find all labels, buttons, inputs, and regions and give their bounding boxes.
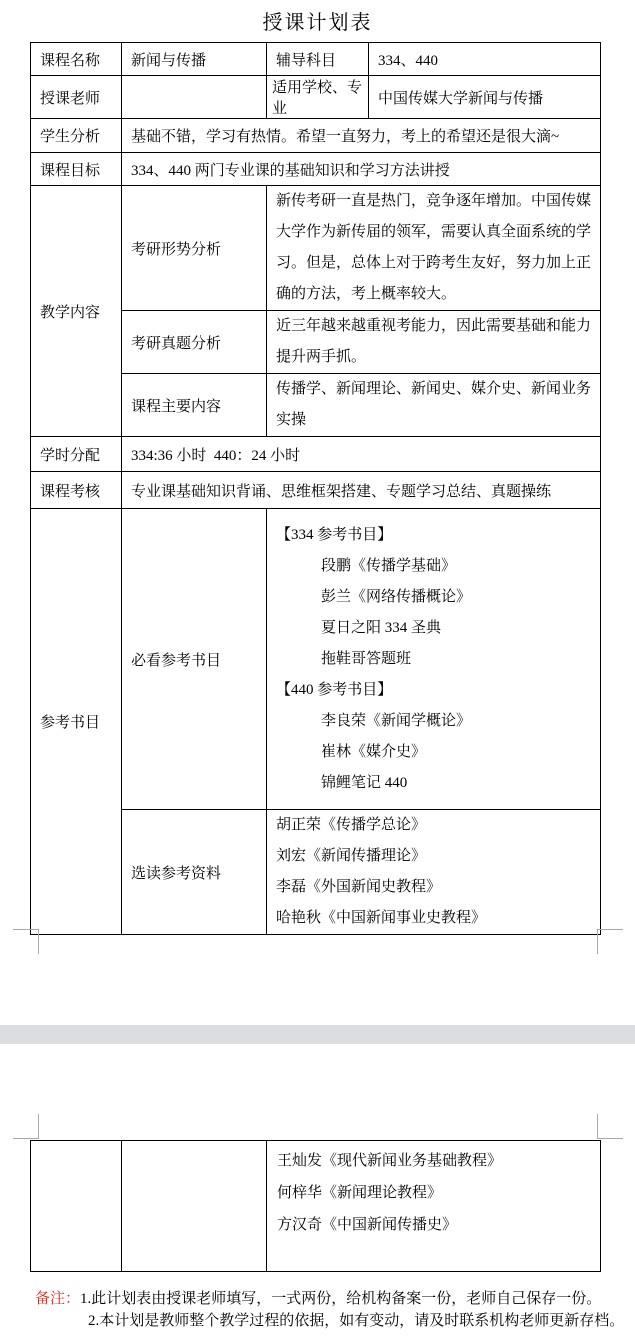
table-row: [31, 472, 601, 509]
remark-text: 2.本计划是教师整个教学过程的依据，如有变动，请及时联系机构老师更新存档。: [88, 1313, 625, 1329]
course-name-value: 新闻与传播: [122, 43, 267, 76]
book-item: 夏日之阳 334 圣典: [321, 619, 442, 636]
book-item: 王灿发《现代新闻业务基础教程》: [277, 1153, 503, 1169]
teacher-value: [122, 76, 267, 119]
remark-text: 1.此计划表由授课老师填写，一式两份，给机构备案一份，老师自己保存一份。: [80, 1291, 602, 1307]
table-row: [31, 119, 601, 153]
optional-read-books: [267, 810, 601, 935]
book-item: 哈艳秋《中国新闻事业史教程》: [276, 910, 487, 926]
optional-read-label: 选读参考资料: [122, 810, 267, 935]
teaching-content-label: 教学内容: [31, 186, 122, 437]
student-analysis-label: 学生分析: [31, 119, 122, 153]
must-read-books: [267, 509, 601, 810]
table-row: [31, 43, 601, 76]
course-name-label: 课程名称: [31, 43, 122, 76]
book-item: 拖鞋哥答题班: [321, 650, 412, 667]
tutor-subject-value: 334、440: [369, 43, 601, 76]
optional-read-books-continued: [267, 1141, 601, 1272]
page-title: 授课计划表: [262, 12, 373, 34]
table-row: [31, 153, 601, 186]
student-analysis-value: 基础不错，学习有热情。希望一直努力，考上的希望还是很大滴~: [122, 119, 601, 153]
past-papers-value: 近三年越来越重视考能力，因此需要基础和能力提升两手抓。: [267, 311, 601, 374]
teaching-plan-table-continued: [30, 1140, 601, 1272]
teaching-plan-table: [30, 42, 601, 935]
page-separator: [0, 1025, 635, 1044]
book-item: 李磊《外国新闻史教程》: [276, 879, 442, 895]
course-goal-label: 课程目标: [31, 153, 122, 186]
book-item: 胡正荣《传播学总论》: [276, 817, 427, 833]
remark-line: [35, 1288, 625, 1310]
must-read-label: 必看参考书目: [122, 509, 267, 810]
book-group-header: 【334 参考书目】: [276, 526, 393, 543]
table-row: [31, 76, 601, 119]
situation-analysis-label: 考研形势分析: [122, 186, 267, 311]
remarks-label: 备注：: [35, 1291, 81, 1307]
assessment-label: 课程考核: [31, 472, 122, 509]
course-goal-value: 334、440 两门专业课的基础知识和学习方法讲授: [122, 153, 601, 186]
book-item: 崔林《媒介史》: [321, 743, 427, 760]
past-papers-label: 考研真题分析: [122, 311, 267, 374]
assessment-value: 专业课基础知识背诵、思维框架搭建、专题学习总结、真题操练: [122, 472, 601, 509]
hours-label: 学时分配: [31, 437, 122, 472]
school-value: 中国传媒大学新闻与传播: [369, 76, 601, 119]
book-item: 李良荣《新闻学概论》: [321, 712, 472, 729]
book-item: 彭兰《网络传播概论》: [321, 588, 472, 605]
book-group-header: 【440 参考书目】: [276, 681, 393, 698]
book-item: 锦鲤笔记 440: [321, 774, 408, 791]
empty-cell: [122, 1141, 267, 1272]
book-item: 刘宏《新闻传播理论》: [276, 848, 427, 864]
page1-bottom-left-crop-mark: [13, 929, 39, 954]
teacher-label: 授课老师: [31, 76, 122, 119]
remarks: [35, 1288, 625, 1332]
page2-top-right-crop-mark: [597, 1114, 623, 1139]
book-item: 段鹏《传播学基础》: [321, 557, 457, 574]
page1-bottom-right-crop-mark: [597, 929, 623, 954]
remark-line: [35, 1310, 625, 1332]
book-item: 何梓华《新闻理论教程》: [277, 1185, 443, 1201]
table-row: [31, 509, 601, 810]
references-label: 参考书目: [31, 509, 122, 935]
main-content-label: 课程主要内容: [122, 374, 267, 437]
empty-cell: [31, 1141, 122, 1272]
situation-analysis-value: 新传考研一直是热门，竞争逐年增加。中国传媒大学作为新传届的领军，需要认真全面系统的学习。但是，总体上对于跨考生友好，努力加上正确的方法，考上概率较大。: [267, 186, 601, 311]
table-row: [31, 186, 601, 311]
book-item: 方汉奇《中国新闻传播史》: [277, 1217, 458, 1233]
school-label: 适用学校、专业: [267, 76, 369, 119]
tutor-subject-label: 辅导科目: [267, 43, 369, 76]
table-row: [31, 437, 601, 472]
page2-top-left-crop-mark: [13, 1114, 39, 1139]
hours-value: 334:36 小时 440：24 小时: [122, 437, 601, 472]
main-content-value: 传播学、新闻理论、新闻史、媒介史、新闻业务实操: [267, 374, 601, 437]
table-row: [31, 1141, 601, 1272]
